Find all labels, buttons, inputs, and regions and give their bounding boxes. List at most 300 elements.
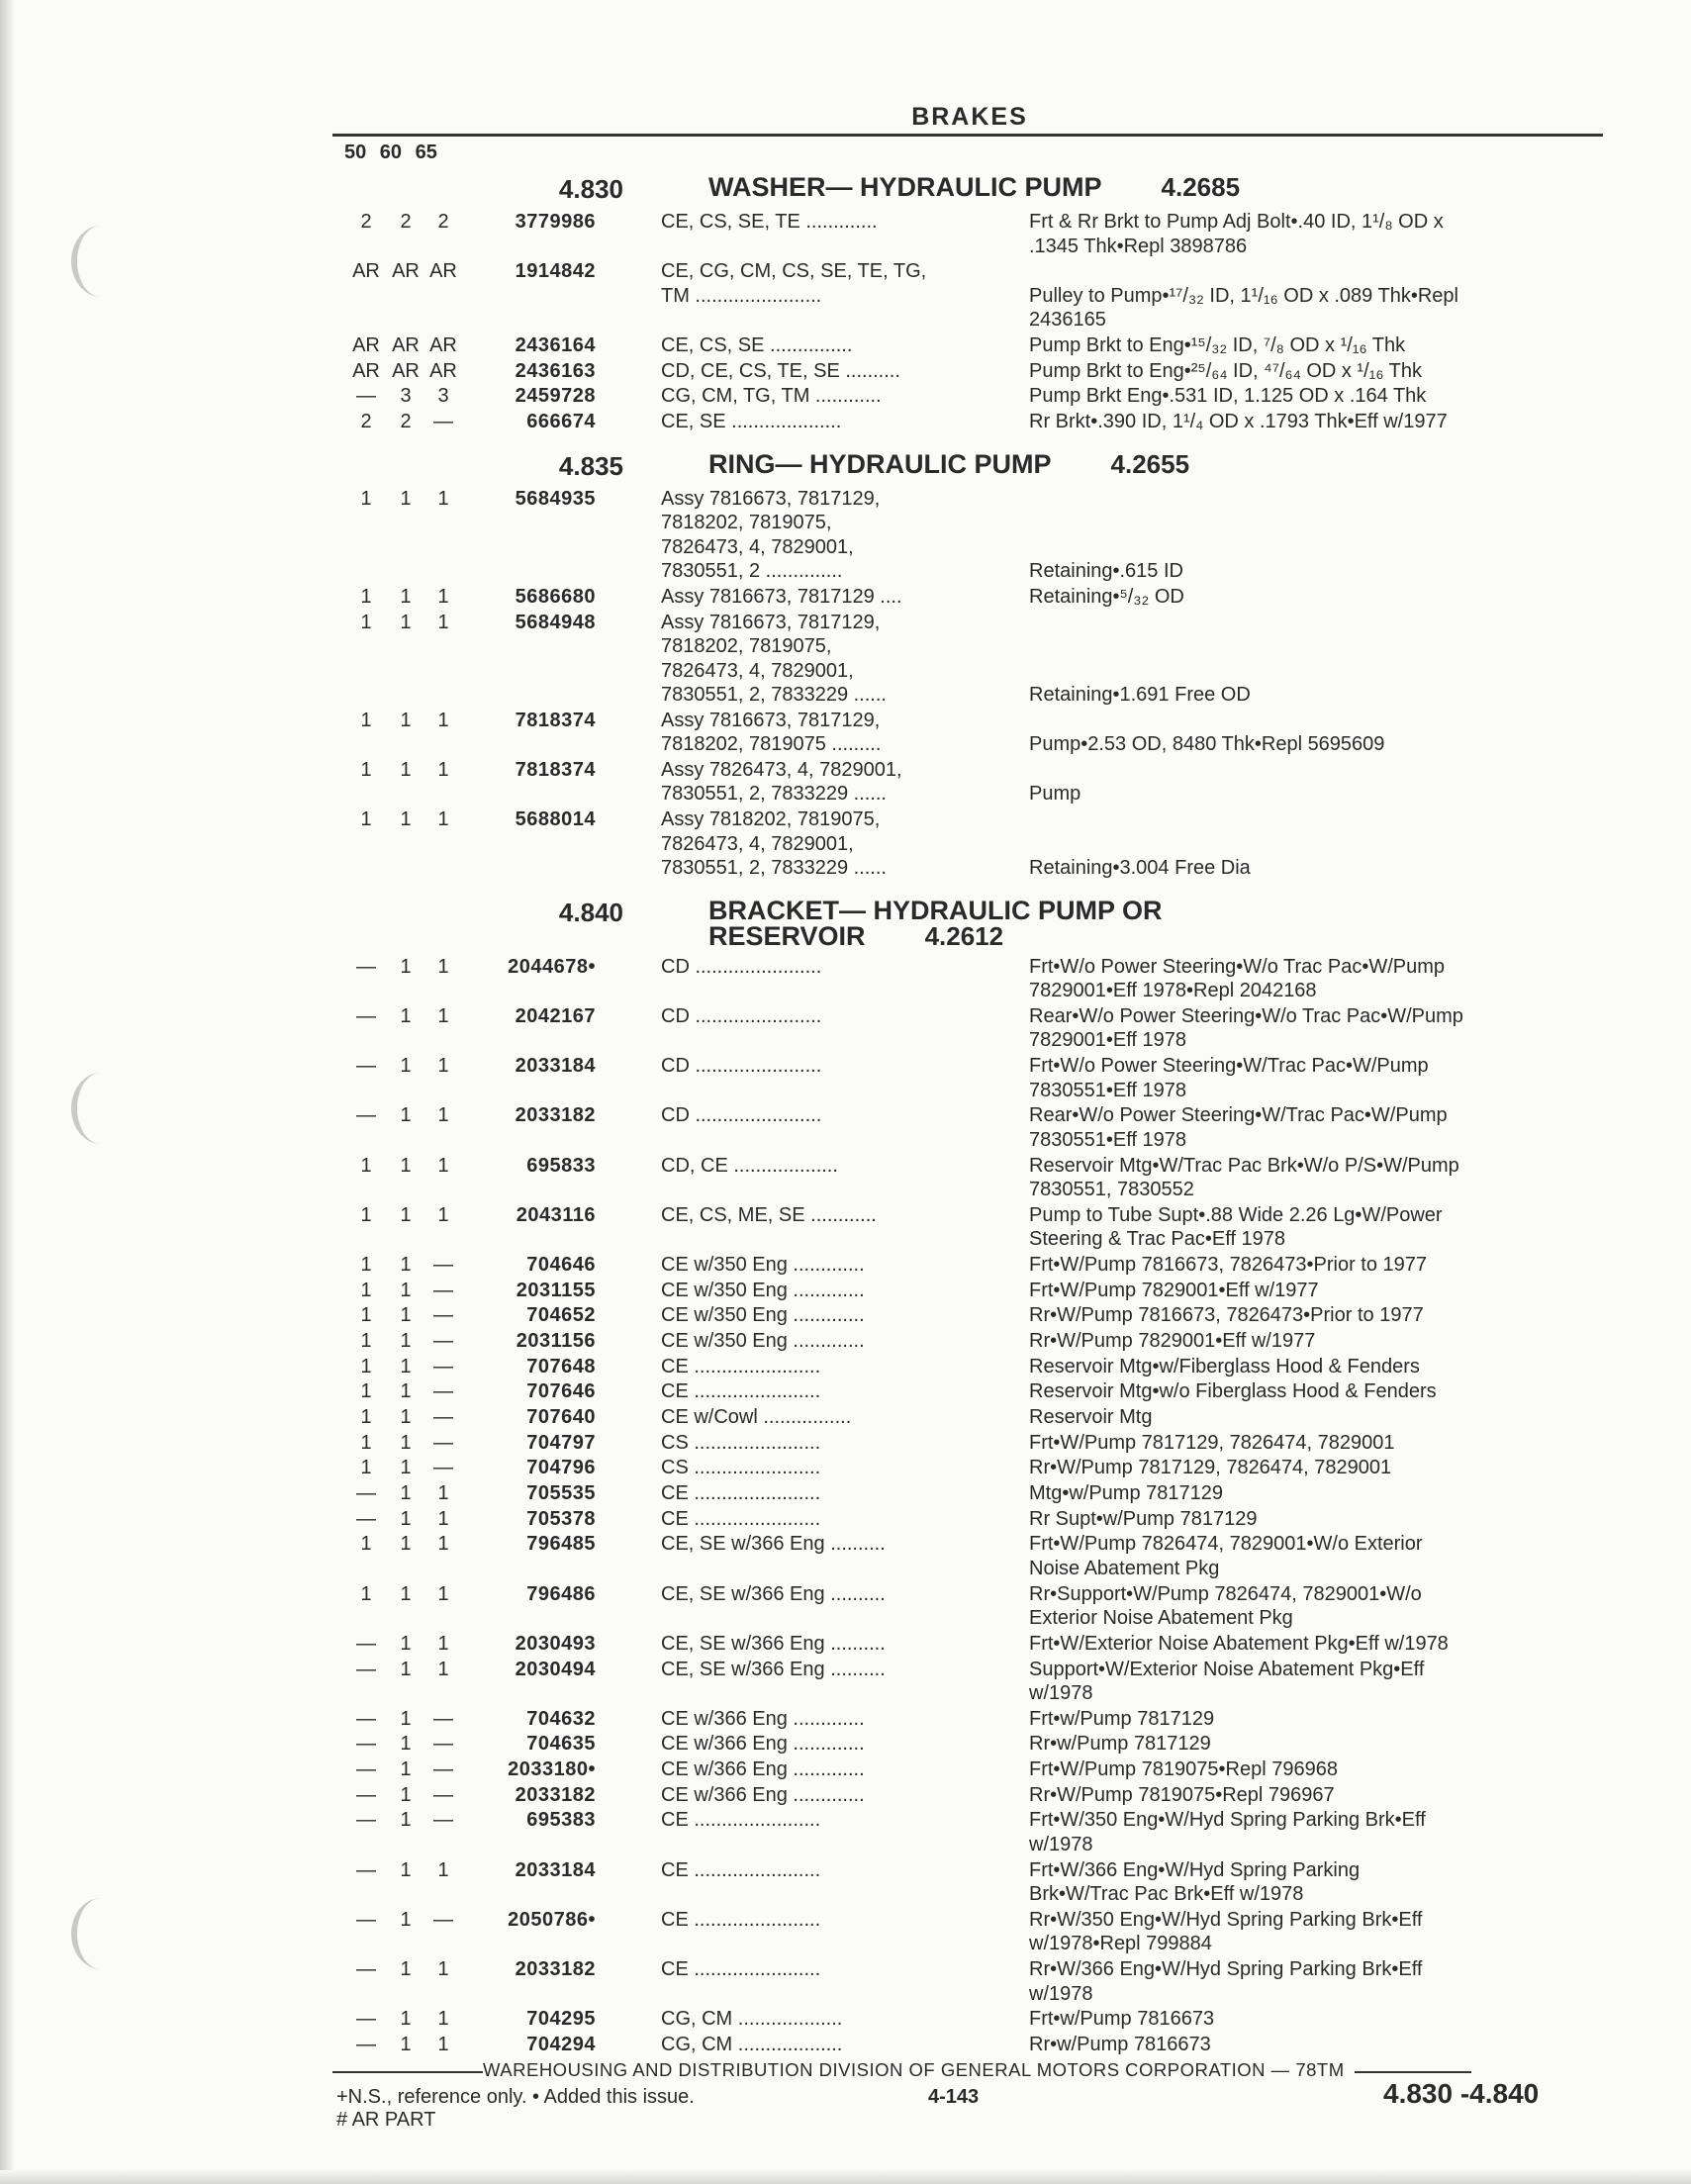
part-description: Rr•W/Pump 7829001•Eff w/1977: [1029, 1329, 1316, 1352]
qty-50: —: [356, 1507, 376, 1530]
model-usage: CE .......................: [661, 1355, 821, 1377]
qty-50: 1: [360, 758, 372, 781]
part-description: Rr Supt•w/Pump 7817129: [1029, 1507, 1258, 1530]
part-description: Rr•W/350 Eng•W/Hyd Spring Parking Brk•Eff w/1978•Repl 799884: [1029, 1908, 1423, 1955]
qty-50: —: [356, 1104, 376, 1127]
part-number: 2042167: [515, 1004, 596, 1027]
footer-division-text: WAREHOUSING AND DISTRIBUTION DIVISION OF GENERAL MOTORS CORPORATION — 78TM: [483, 2059, 1345, 2080]
part-row: [0, 487, 1691, 585]
part-number: 7818374: [515, 709, 596, 731]
qty-50: —: [356, 1958, 376, 1980]
qty-65: —: [433, 1758, 453, 1781]
qty-50: 1: [360, 1253, 372, 1276]
part-row: [0, 585, 1691, 611]
part-row: [0, 210, 1691, 259]
qty-65: 1: [437, 1632, 449, 1655]
part-number: 5688014: [515, 808, 596, 831]
part-row: [0, 1957, 1691, 2007]
model-usage: CE w/350 Eng .............: [661, 1279, 865, 1301]
model-usage: CE .......................: [661, 1380, 821, 1403]
section-subcode: 4.2612: [924, 920, 1004, 951]
part-description: Frt•W/Pump 7816673, 7826473•Prior to 1977: [1029, 1253, 1428, 1276]
part-row: [0, 1203, 1691, 1253]
qty-60: 1: [400, 955, 412, 978]
part-row: [0, 1431, 1691, 1457]
model-usage: CD .......................: [661, 955, 822, 978]
section-title: [708, 448, 1559, 479]
qty-50: —: [356, 1758, 376, 1781]
qty-60: 1: [400, 1104, 412, 1127]
qty-50: 1: [360, 1533, 372, 1556]
qty-60: 1: [400, 808, 412, 831]
page-title: BRAKES: [911, 103, 1028, 131]
part-number: 2436164: [515, 333, 596, 356]
part-description: Pump•2.53 OD, 8480 Thk•Repl 5695609: [1029, 733, 1385, 756]
qty-65: —: [433, 1809, 453, 1832]
qty-60: 1: [400, 1783, 412, 1806]
qty-65: 1: [437, 1104, 449, 1127]
part-row: [0, 807, 1691, 882]
model-usage: Assy 7818202, 7819075, 7826473, 4, 7829001, 7830551, 2, 7833229 ......: [661, 808, 887, 880]
section-range: 4.830 -4.840: [1383, 2078, 1540, 2109]
model-usage: CE .......................: [661, 1908, 821, 1931]
qty-60: 1: [400, 585, 412, 608]
model-usage: CE, CS, ME, SE ............: [661, 1203, 877, 1226]
qty-50: 1: [360, 1406, 372, 1428]
qty-60: 1: [400, 487, 412, 510]
qty-60: 1: [400, 1355, 412, 1377]
part-number: 695833: [526, 1154, 596, 1177]
qty-50: —: [356, 1658, 376, 1680]
section-code: 4.830: [558, 174, 623, 204]
qty-50: 1: [360, 808, 372, 831]
qty-60: 1: [400, 1055, 412, 1078]
part-row: [0, 384, 1691, 410]
model-usage: CE .......................: [661, 1809, 821, 1832]
qty-50: —: [356, 1707, 376, 1730]
model-usage: CD, CE, CS, TE, SE ..........: [661, 359, 900, 382]
qty-50: —: [356, 385, 376, 408]
qty-60: AR: [392, 260, 420, 283]
qty-60: 3: [400, 385, 412, 408]
part-description: Support•W/Exterior Noise Abatement Pkg•Eff w/1978: [1029, 1658, 1425, 1704]
part-row: [0, 1355, 1691, 1380]
part-row: [0, 1632, 1691, 1658]
qty-65: AR: [429, 359, 457, 382]
qty-65: AR: [429, 333, 457, 356]
part-description: Rr•w/Pump 7816673: [1029, 2033, 1211, 2055]
qty-60: AR: [392, 333, 420, 356]
qty-50: —: [356, 1004, 376, 1027]
footnote-ns: +N.S., reference only. • Added this issue.: [336, 2086, 695, 2108]
part-row: [0, 1329, 1691, 1355]
qty-65: 1: [437, 1482, 449, 1505]
part-description: Reservoir Mtg•w/Fiberglass Hood & Fenders: [1029, 1355, 1420, 1377]
part-description: Frt•W/Pump 7826474, 7829001•W/o Exterior Noise Abatement Pkg: [1029, 1533, 1423, 1579]
model-usage: CE, CS, SE, TE .............: [661, 211, 878, 233]
qty-60: 1: [400, 1632, 412, 1655]
model-usage: CS .......................: [661, 1431, 821, 1454]
part-description: Mtg•w/Pump 7817129: [1029, 1482, 1224, 1505]
section-subcode: 4.2685: [1161, 172, 1241, 202]
qty-50: AR: [352, 260, 380, 283]
part-description: Retaining•.615 ID: [1029, 560, 1183, 583]
qty-65: 1: [437, 1533, 449, 1556]
part-number: 2033182: [515, 1783, 596, 1806]
model-usage: CE w/350 Eng .............: [661, 1253, 865, 1276]
model-usage: CE .......................: [661, 1482, 821, 1505]
part-number: 2459728: [515, 385, 596, 408]
part-description: Pump Brkt to Eng•¹⁵/₃₂ ID, ⁷/₈ OD x ¹/₁₆ Thk: [1029, 333, 1406, 356]
part-row: [0, 2033, 1691, 2058]
section-title: [708, 174, 1559, 200]
part-number: 2031156: [516, 1329, 596, 1352]
part-description: Rr•W/Pump 7816673, 7826473•Prior to 1977: [1029, 1304, 1424, 1327]
qty-65: 1: [437, 1858, 449, 1881]
qty-60: 1: [400, 1431, 412, 1454]
model-usage: CE .......................: [661, 1507, 821, 1530]
qty-60: 1: [400, 1004, 412, 1027]
qty-65: 1: [437, 709, 449, 731]
qty-65: —: [433, 1783, 453, 1806]
part-description: Pump: [1029, 783, 1081, 806]
part-description: Rr•W/366 Eng•W/Hyd Spring Parking Brk•Eff w/1978: [1029, 1958, 1423, 2005]
qty-65: 1: [437, 1582, 449, 1605]
qty-60: 1: [400, 1380, 412, 1403]
section-subcode: 4.2655: [1110, 448, 1190, 479]
model-usage: CE .......................: [661, 1858, 821, 1881]
model-usage: CD, CE ...................: [661, 1154, 838, 1177]
part-description: Frt•W/Pump 7819075•Repl 796968: [1029, 1758, 1338, 1781]
section-title-text: BRACKET— HYDRAULIC PUMP OR RESERVOIR: [708, 895, 1163, 951]
qty-50: —: [356, 1858, 376, 1881]
part-description: Rear•W/o Power Steering•W/o Trac Pac•W/Pump 7829001•Eff 1978: [1029, 1004, 1463, 1052]
part-description: Pump Brkt Eng•.531 ID, 1.125 OD x .164 Thk: [1029, 385, 1427, 408]
part-row: [0, 1481, 1691, 1507]
qty-50: 1: [360, 1279, 372, 1301]
part-number: 7818374: [515, 758, 596, 781]
part-description: Frt•w/Pump 7817129: [1029, 1707, 1215, 1730]
qty-60: 1: [400, 758, 412, 781]
qty-50: 1: [360, 1582, 372, 1605]
part-number: 5686680: [515, 585, 596, 608]
model-usage: Assy 7816673, 7817129, 7818202, 7819075, 7826473, 4, 7829001, 7830551, 2, 7833229 ......: [661, 611, 887, 706]
qty-60: 1: [400, 1304, 412, 1327]
model-usage: CE, CG, CM, CS, SE, TE, TG, TM .......................: [661, 260, 927, 307]
section-title: [708, 895, 1559, 951]
qty-65: 1: [437, 1004, 449, 1027]
model-usage: CE w/Cowl ................: [661, 1406, 852, 1428]
qty-50: 1: [360, 1304, 372, 1327]
qty-65: —: [433, 1431, 453, 1454]
part-row: [0, 1532, 1691, 1581]
qty-50: 2: [360, 211, 372, 233]
part-number: 796486: [526, 1582, 596, 1605]
qty-60: 1: [400, 1329, 412, 1352]
part-row: [0, 1253, 1691, 1279]
part-number: 796485: [526, 1533, 596, 1556]
part-number: 704646: [526, 1253, 596, 1276]
part-description: Rr•Support•W/Pump 7826474, 7829001•W/o Exterior Noise Abatement Pkg: [1029, 1582, 1422, 1630]
qty-60: 1: [400, 1707, 412, 1730]
qty-60: 1: [400, 709, 412, 731]
model-usage: CE, SE w/366 Eng ..........: [661, 1533, 886, 1556]
part-number: 2044678•: [508, 955, 596, 978]
part-description: Frt•W/Pump 7829001•Eff w/1977: [1029, 1279, 1319, 1301]
qty-50: —: [356, 1809, 376, 1832]
qty-50: 1: [360, 1431, 372, 1454]
part-description: Rr•w/Pump 7817129: [1029, 1733, 1211, 1756]
part-row: [0, 1732, 1691, 1757]
part-description: Frt•W/Pump 7817129, 7826474, 7829001: [1029, 1431, 1395, 1454]
footnote-ar: # AR PART: [336, 2109, 436, 2131]
part-row: [0, 259, 1691, 333]
part-row: [0, 359, 1691, 385]
part-description: Frt•W/366 Eng•W/Hyd Spring Parking Brk•W/Trac Pac Brk•Eff w/1978: [1029, 1858, 1361, 1906]
qty-65: —: [433, 1733, 453, 1756]
qty-65: 1: [437, 2033, 449, 2055]
part-number: 704635: [526, 1733, 596, 1756]
part-number: 2033180•: [508, 1758, 596, 1781]
qty-50: —: [356, 1632, 376, 1655]
qty-50: —: [356, 2033, 376, 2055]
model-usage: CE w/350 Eng .............: [661, 1304, 865, 1327]
qty-50: 1: [360, 709, 372, 731]
part-number: 2436163: [515, 359, 596, 382]
qty-50: 1: [360, 1355, 372, 1377]
qty-65: 1: [437, 1958, 449, 1980]
part-description: Pulley to Pump•¹⁷/₃₂ ID, 1¹/₁₆ OD x .089 Thk•Repl 2436165: [1029, 284, 1458, 332]
part-row: [0, 955, 1691, 1004]
part-row: [0, 1004, 1691, 1054]
part-row: [0, 1582, 1691, 1632]
model-usage: CE, SE w/366 Eng ..........: [661, 1658, 886, 1680]
part-number: 704797: [526, 1431, 596, 1454]
qty-50: 1: [360, 1457, 372, 1479]
part-row: [0, 1507, 1691, 1533]
part-number: 704796: [526, 1457, 596, 1479]
qty-50: 1: [360, 1154, 372, 1177]
qty-60: 1: [400, 1154, 412, 1177]
part-description: Retaining•1.691 Free OD: [1029, 684, 1251, 706]
part-number: 2033184: [515, 1055, 596, 1078]
qty-50: —: [356, 955, 376, 978]
model-usage: CD .......................: [661, 1004, 822, 1027]
part-row: [0, 1279, 1691, 1304]
part-description: Rear•W/o Power Steering•W/Trac Pac•W/Pump 7830551•Eff 1978: [1029, 1104, 1448, 1151]
model-usage: CD .......................: [661, 1055, 822, 1078]
part-description: Rr•W/Pump 7819075•Repl 796967: [1029, 1783, 1335, 1806]
part-number: 1914842: [515, 260, 596, 283]
qty-60: 1: [400, 1279, 412, 1301]
qty-60: 1: [400, 1507, 412, 1530]
part-number: 5684948: [515, 611, 596, 633]
qty-65: 1: [437, 1154, 449, 1177]
qty-60: 1: [400, 1958, 412, 1980]
qty-65: 1: [437, 611, 449, 633]
qty-65: 1: [437, 1507, 449, 1530]
model-usage: CE w/350 Eng .............: [661, 1329, 865, 1352]
qty-50: 1: [360, 611, 372, 633]
qty-65: —: [433, 1908, 453, 1931]
model-usage: Assy 7826473, 4, 7829001, 7830551, 2, 7833229 ......: [661, 758, 902, 806]
year-columns-header: 50 60 65: [344, 142, 437, 163]
qty-60: 2: [400, 211, 412, 233]
parts-list: [0, 158, 1691, 2058]
model-usage: CE .......................: [661, 1958, 821, 1980]
part-description: Frt•W/Exterior Noise Abatement Pkg•Eff w/1978: [1029, 1632, 1449, 1655]
qty-50: —: [356, 1482, 376, 1505]
part-description: Frt & Rr Brkt to Pump Adj Bolt•.40 ID, 1¹/₈ OD x .1345 Thk•Repl 3898786: [1029, 211, 1444, 257]
section-title-text: WASHER— HYDRAULIC PUMP: [708, 172, 1102, 202]
section-title-text: RING— HYDRAULIC PUMP: [708, 448, 1052, 479]
qty-60: 1: [400, 2033, 412, 2055]
part-number: 704652: [526, 1304, 596, 1327]
qty-60: 1: [400, 1533, 412, 1556]
qty-50: —: [356, 1733, 376, 1756]
part-number: 704294: [526, 2033, 596, 2055]
qty-50: —: [356, 1908, 376, 1931]
part-row: [0, 1154, 1691, 1203]
part-number: 705378: [526, 1507, 596, 1530]
qty-65: —: [433, 1380, 453, 1403]
part-number: 695383: [526, 1809, 596, 1832]
qty-60: AR: [392, 359, 420, 382]
qty-60: 1: [400, 2008, 412, 2031]
qty-65: 1: [437, 758, 449, 781]
qty-65: 1: [437, 585, 449, 608]
header-rule: [332, 134, 1603, 137]
qty-65: 1: [437, 808, 449, 831]
part-number: 2031155: [516, 1279, 596, 1301]
qty-50: —: [356, 1783, 376, 1806]
part-row: [0, 2007, 1691, 2033]
part-row: [0, 1783, 1691, 1809]
qty-65: —: [433, 1329, 453, 1352]
part-description: Pump to Tube Supt•.88 Wide 2.26 Lg•W/Power Steering & Trac Pac•Eff 1978: [1029, 1203, 1443, 1251]
part-number: 2043116: [516, 1203, 596, 1226]
model-usage: Assy 7816673, 7817129 ....: [661, 585, 902, 608]
qty-65: 1: [437, 1658, 449, 1680]
qty-60: 2: [400, 410, 412, 432]
part-row: [0, 709, 1691, 758]
qty-60: 1: [400, 1733, 412, 1756]
qty-65: 1: [437, 2008, 449, 2031]
qty-50: 2: [360, 410, 372, 432]
qty-65: —: [433, 410, 453, 432]
part-description: Rr Brkt•.390 ID, 1¹/₄ OD x .1793 Thk•Eff w/1977: [1029, 410, 1448, 432]
part-row: [0, 1456, 1691, 1481]
model-usage: CE w/366 Eng .............: [661, 1707, 865, 1730]
qty-60: 1: [400, 1582, 412, 1605]
part-row: [0, 1858, 1691, 1908]
part-row: [0, 1379, 1691, 1405]
part-row: [0, 1707, 1691, 1733]
qty-60: 1: [400, 1482, 412, 1505]
model-usage: CE, SE ....................: [661, 410, 842, 432]
qty-65: 1: [437, 1055, 449, 1078]
model-usage: CG, CM ...................: [661, 2008, 843, 2031]
part-number: 2030494: [515, 1658, 596, 1680]
model-usage: CE w/366 Eng .............: [661, 1758, 865, 1781]
part-number: 5684935: [515, 487, 596, 510]
part-number: 707640: [526, 1406, 596, 1428]
part-row: [0, 1103, 1691, 1153]
part-number: 666674: [526, 410, 596, 432]
section-header: [0, 166, 1691, 210]
part-description: Retaining•3.004 Free Dia: [1029, 857, 1251, 880]
page-bottom-shadow: [0, 2170, 1691, 2184]
part-description: Reservoir Mtg: [1029, 1406, 1153, 1428]
part-row: [0, 611, 1691, 709]
part-number: 707648: [526, 1355, 596, 1377]
model-usage: Assy 7816673, 7817129, 7818202, 7819075, 7826473, 4, 7829001, 7830551, 2 ..............: [661, 487, 881, 583]
model-usage: CE w/366 Eng .............: [661, 1733, 865, 1756]
qty-50: 1: [360, 1329, 372, 1352]
qty-65: AR: [429, 260, 457, 283]
part-description: Frt•w/Pump 7816673: [1029, 2008, 1215, 2031]
qty-60: 1: [400, 1457, 412, 1479]
model-usage: CS .......................: [661, 1457, 821, 1479]
qty-65: —: [433, 1707, 453, 1730]
qty-65: —: [433, 1457, 453, 1479]
part-number: 2050786•: [508, 1908, 596, 1931]
model-usage: CD .......................: [661, 1104, 822, 1127]
part-row: [0, 1658, 1691, 1707]
part-description: Pump Brkt to Eng•²⁵/₆₄ ID, ⁴⁷/₆₄ OD x ¹/₁₆ Thk: [1029, 359, 1423, 382]
section-code: 4.835: [558, 450, 623, 481]
part-number: 2033184: [515, 1858, 596, 1881]
part-description: Rr•W/Pump 7817129, 7826474, 7829001: [1029, 1457, 1392, 1479]
qty-60: 1: [400, 1253, 412, 1276]
qty-65: —: [433, 1406, 453, 1428]
part-number: 2033182: [515, 1104, 596, 1127]
page-number: 4-143: [928, 2086, 980, 2108]
part-number: 707646: [526, 1380, 596, 1403]
qty-65: 1: [437, 955, 449, 978]
model-usage: CE, SE w/366 Eng ..........: [661, 1582, 886, 1605]
part-row: [0, 1908, 1691, 1957]
qty-50: —: [356, 1055, 376, 1078]
part-number: 704632: [526, 1707, 596, 1730]
footer-rule-right: [1355, 2071, 1471, 2073]
qty-65: 3: [437, 385, 449, 408]
qty-65: 1: [437, 1203, 449, 1226]
qty-50: 1: [360, 487, 372, 510]
model-usage: Assy 7816673, 7817129, 7818202, 7819075 .........: [661, 709, 882, 756]
model-usage: CG, CM, TG, TM ............: [661, 385, 882, 408]
part-row: [0, 410, 1691, 435]
qty-65: —: [433, 1304, 453, 1327]
part-number: 2033182: [515, 1958, 596, 1980]
qty-50: 1: [360, 1203, 372, 1226]
section-header: [0, 890, 1691, 955]
section-code: 4.840: [558, 897, 623, 927]
qty-60: 1: [400, 611, 412, 633]
qty-65: 1: [437, 487, 449, 510]
part-description: Frt•W/350 Eng•W/Hyd Spring Parking Brk•Eff w/1978: [1029, 1809, 1426, 1855]
part-row: [0, 1405, 1691, 1431]
part-description: Frt•W/o Power Steering•W/o Trac Pac•W/Pump 7829001•Eff 1978•Repl 2042168: [1029, 955, 1445, 1002]
qty-60: 1: [400, 1858, 412, 1881]
part-row: [0, 1808, 1691, 1857]
qty-60: 1: [400, 1908, 412, 1931]
part-number: 705535: [526, 1482, 596, 1505]
part-row: [0, 1303, 1691, 1329]
qty-65: —: [433, 1355, 453, 1377]
part-description: Retaining•⁵/₃₂ OD: [1029, 585, 1184, 608]
qty-50: 1: [360, 1380, 372, 1403]
